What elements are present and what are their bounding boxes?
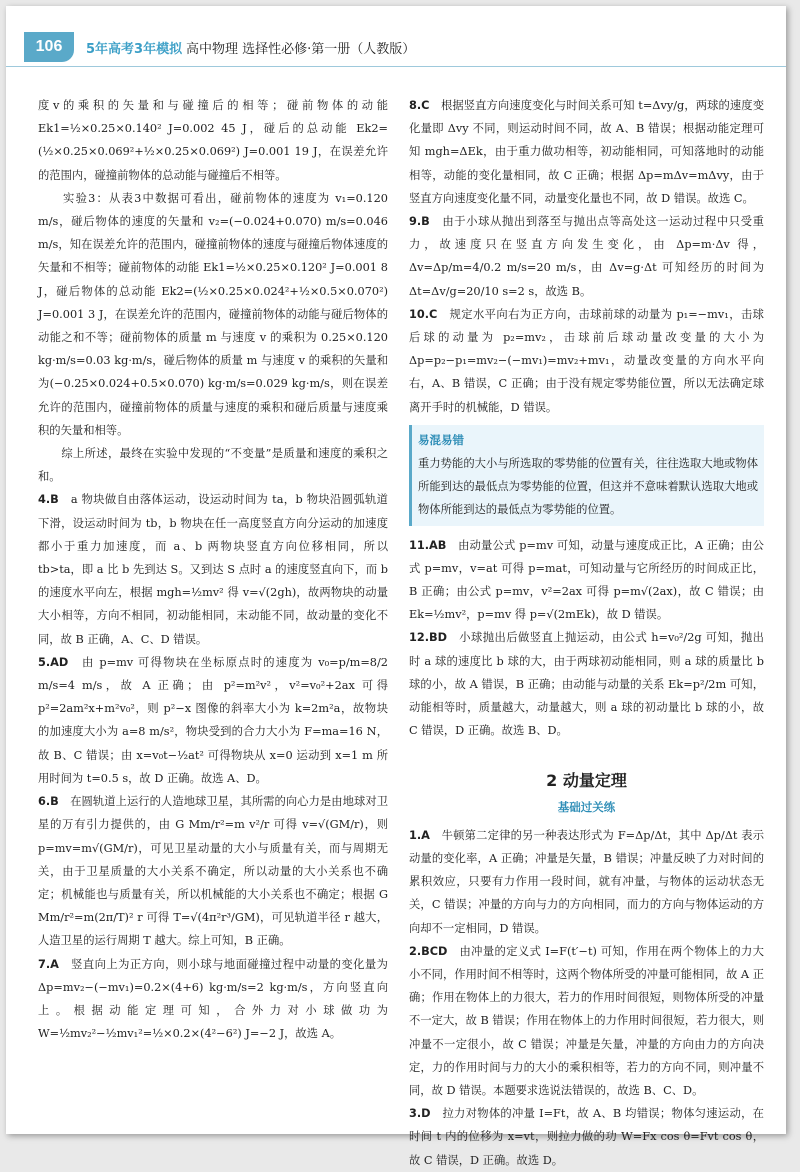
- answer-11: 11.AB 由动量公式 p=mv 可知，动量与速度成正比，A 正确；由公式 p=mv，v=at 可得 p=mat，可知动量与它所经历的时间成正比，B 正确；由公式 p=mv，v²=2ax 可得 p=m√(2ax)，故 C 错误；由 Ek=½mv²，p=mv 得 p=√(2mEk)，故 D 错误。: [409, 538, 764, 622]
- answer-s2-1: 1.A 牛顿第二定律的另一种表达形式为 F=Δp/Δt，其中 Δp/Δt 表示动量的变化率，A 正确；冲量是矢量，B 错误；冲量反映了力对时间的累积效应，只要有力作用一段时间，就有冲量，与物体的运动状态无关，C 错误；冲量的方向与力的方向相同，而力的方向与物体运动的方向却不一定相同，D 错误。: [409, 828, 764, 935]
- paragraph: 度v的乘积的矢量和与碰撞后的相等；碰前物体的动能 Ek1=½×0.25×0.140² J=0.002 45 J，碰后的总动能 Ek2=(½×0.25×0.069²+½×0.25×0.069²) J=0.001 19 J，在误差允许的范围内，碰撞前物体的总动能与碰撞后不相等。: [38, 99, 388, 182]
- answer-s2-2: 2.BCD 由冲量的定义式 I=F(t′−t) 可知，作用在两个物体上的力大小不同，作用时间不相等时，这两个物体所受的冲量可能相同，故 A 正确；作用在物体上的力很大，若力的作用时间很短，则物体所受的冲量不一定大，故 B 错误；作用在物体上的力作用时间很短，若力很大，则冲量不一定很小，故 C 错误；冲量是矢量，冲量的方向由力的方向决定，力的作用时间与力的大小的乘积相等，若力的方向不同，则冲量不同，故 D 错误。本题要求选说法错误的，故选 B、C、D。: [409, 944, 764, 1097]
- page-header: [6, 6, 786, 67]
- paragraph: 综上所述，最终在实验中发现的“不变量”是质量和速度的乘积之和。: [38, 447, 388, 484]
- right-column: [409, 94, 764, 1172]
- brand-title: 5年高考3年模拟: [86, 42, 183, 57]
- answer-8: 8.C 根据竖直方向速度变化与时间关系可知 t=Δvy/g，两球的速度变化量即 Δvy 不同，则运动时间不同，故 A、B 错误；根据动能定理可知 mgh=ΔEk，由于重力做功相等，初动能相同，可知落地时的动能相等，动能的变化量相同，故 C 正确；根据 Δp=mΔv=mΔvy，由于竖直方向速度变化量不同，动量变化量也不同，故 D 错误。故选 C。: [409, 99, 764, 205]
- page-number: 106: [24, 32, 74, 62]
- answer-7: 7.A 竖直向上为正方向，则小球与地面碰撞过程中动量的变化量为 Δp=mv₂−(−mv₁)=0.2×(4+6) kg·m/s=2 kg·m/s，方向竖直向上。根据动能定理可知，合外力对小球做功为 W=½mv₂²−½mv₁²=½×0.2×(4²−6²) J=−2 J，故选 A。: [38, 957, 388, 1041]
- section-subtitle: 基础过关练: [557, 800, 616, 815]
- left-column: [38, 94, 388, 1045]
- answer-5: 5.AD 由 p=mv 可得物块在坐标原点时的速度为 v₀=p/m=8/2 m/s=4 m/s，故 A 正确；由 p²=m²v²，v²=v₀²+2ax 可得 p²=2am²x+m²v₀²，则 p²−x 图像的斜率大小为 k=2m²a，故物块的加速度大小为 a=8 m/s²，物块受到的合力大小为 F=ma=16 N，故 B、C 错误；由 x=v₀t−½at² 可得物块从 x=0 运动到 x=1 m 所用时间为 t=0.5 s，故 D 正确。故选 A、D。: [38, 655, 388, 785]
- tip-box: [409, 425, 764, 526]
- answer-4: 4.B a 物块做自由落体运动，设运动时间为 ta，b 物块沿圆弧轨道下滑，设运动时间为 tb，b 物块在任一高度竖直方向分运动的加速度都小于重力加速度，而 a、b 两物块竖直方向位移相同，所以 tb>ta，即 a 比 b 先到达 S。又到达 S 点时 a 的速度竖直向下，而 b 的速度水平向左，根据 mgh=½mv² 得 v=√(2gh)，故两物块的动量大小相等，方向不相同，初动能相同，末动能不同，故动量的变化不同，故 B 正确，A、C、D 错误。: [38, 493, 388, 646]
- answer-12: 12.BD 小球抛出后做竖直上抛运动，由公式 h=v₀²/2g 可知，抛出时 a 球的速度比 b 球的大，由于两球初动能相同，则 a 球的质量比 b 球的小，故 A 错误，B 正确；由动能与动量的关系 Ek=p²/2m 可知，动能相等时，质量越大，动量越大，则 a 球的初动量比 b 球的小，故 C 错误，D 正确。故选 B、D。: [409, 631, 764, 738]
- answer-9: 9.B 由于小球从抛出到落至与抛出点等高处这一运动过程中只受重力，故速度只在竖直方向发生变化，由 Δp=m·Δv 得，Δv=Δp/m=4/0.2 m/s=20 m/s，由 Δv=g·Δt 可知经历的时间为 Δt=Δv/g=20/10 s=2 s，故选 B。: [409, 215, 764, 298]
- answer-6: 6.B 在圆轨道上运行的人造地球卫星，其所需的向心力是由地球对卫星的万有引力提供的，由 G Mm/r²=m v²/r 可得 v=√(GM/r)，则 p=mv=m√(GM/r)，可见卫星动量的大小与质量有关，而与周期无关，由于卫星质量的大小关系不确定，所以动量的大小关系也不确定；机械能也与质量有关，所以机械能的大小关系也不确定；根据 G Mm/r²=m(2π/T)² r 可得 T=√(4π²r³/GM)，可见轨道半径 r 越大，人造卫星的运行周期 T 越大。综上可知，B 正确。: [38, 795, 388, 948]
- answer-s2-3: 3.D 拉力对物体的冲量 I=Ft，故 A、B 均错误；物体匀速运动，在时间 t 内的位移为 x=vt，则拉力做的功 W=Fx cos θ=Fvt cos θ，故 C 错误，D 正确。故选 D。: [409, 1107, 764, 1167]
- section-title: 2 动量定理: [546, 771, 627, 791]
- answer-10: 10.C 规定水平向右为正方向，击球前球的动量为 p₁=−mv₁，击球后球的动量为 p₂=mv₂，击球前后球动量改变量的大小为 Δp=p₂−p₁=mv₂−(−mv₁)=mv₂+mv₁，动量改变量的方向水平向右，A、B 错误，C 正确；由于没有规定零势能位置，所以无法确定球离开手时的机械能，D 错误。: [409, 307, 764, 414]
- tip-tag: 易混易错: [418, 432, 464, 447]
- paragraph: 实验3：从表3中数据可看出，碰前物体的速度为 v₁=0.120 m/s，碰后物体的速度的矢量和 v₂=(−0.024+0.070) m/s=0.046 m/s，知在误差允许的范围内，碰撞前物体的速度与碰撞后物体速度的矢量和不相等；碰前物体的动能 Ek1=½×0.25×0.120² J=0.001 8 J，碰后物体的总动能 Ek2=(½×0.25×0.024²+½×0.5×0.070²) J=0.001 3 J，在误差允许的范围内，碰撞前物体的动能与碰后物体的动能之和不等；碰前物体的质量 m 与速度 v 的乘积为 0.25×0.120 kg·m/s=0.03 kg·m/s，碰后物体的质量 m 与速度 v 的乘积的矢量和为(−0.25×0.024+0.5×0.070) kg·m/s=0.029 kg·m/s，则在误差允许的范围内，碰撞前物体的质量与速度的乘积和碰后质量与速度乘积的矢量和相等。: [38, 191, 388, 437]
- tip-text: 重力势能的大小与所选取的零势能的位置有关，往往选取大地或物体所能到达的最低点为零势能的位置，但这并不意味着默认选取大地或物体所能到达的最低点为零势能的位置。: [418, 457, 758, 517]
- page: [6, 6, 786, 1167]
- book-title: 高中物理 选择性必修·第一册（人教版）: [186, 42, 416, 57]
